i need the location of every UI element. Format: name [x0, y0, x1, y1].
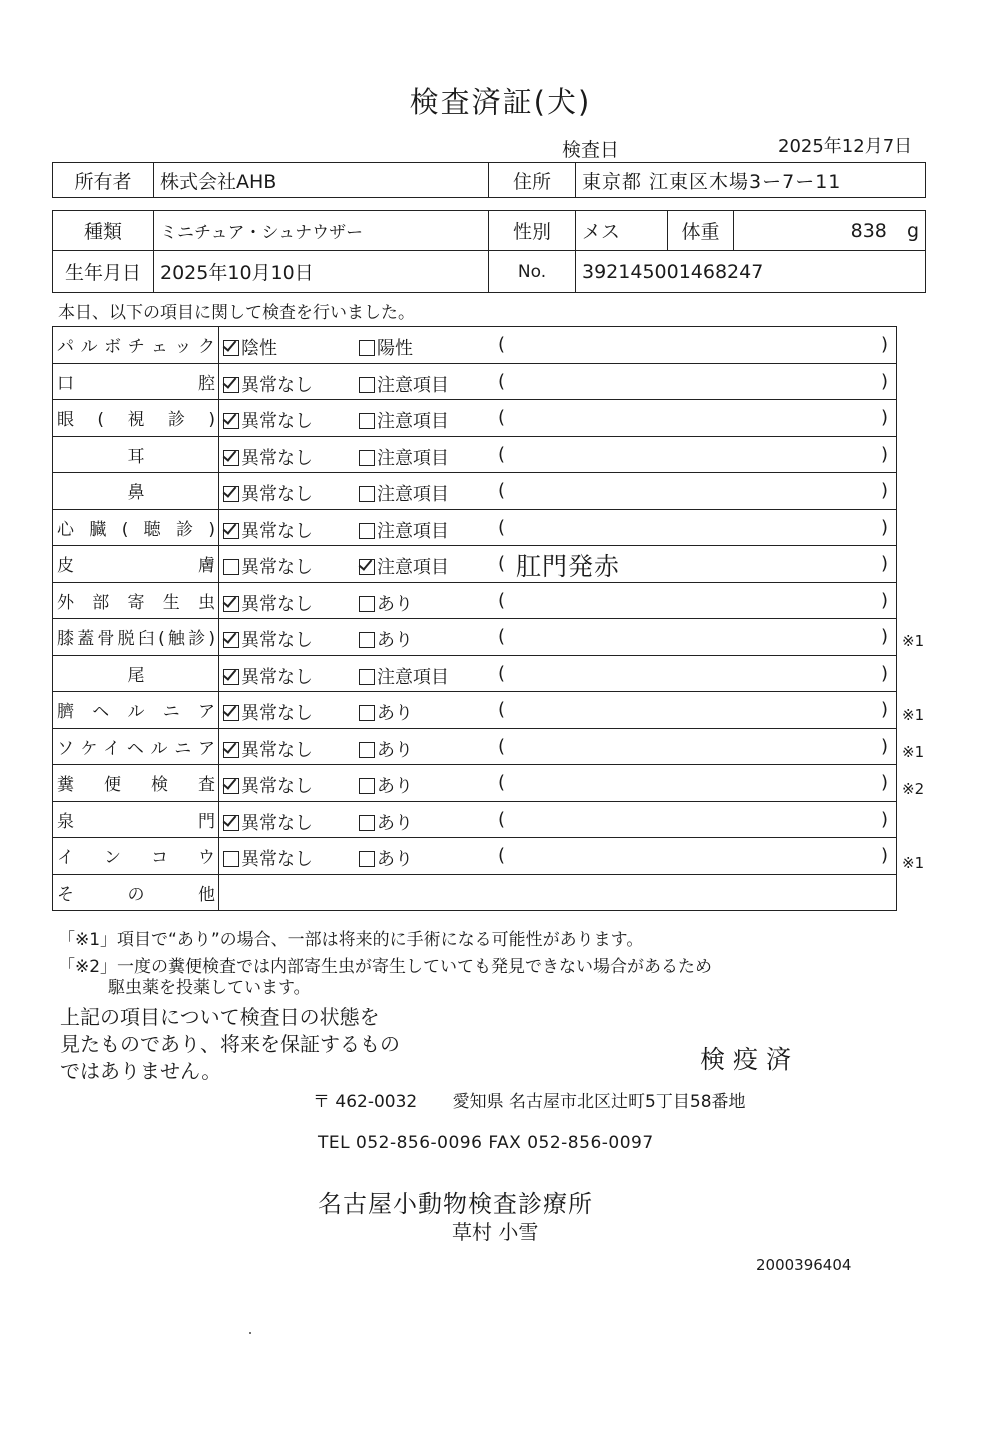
- exam-item-label: 外部寄生虫: [53, 582, 219, 619]
- remarks-field[interactable]: [494, 838, 896, 874]
- paren-close: ): [880, 699, 888, 720]
- exam-item-result: [219, 582, 897, 619]
- result-option-attention[interactable]: [359, 334, 413, 360]
- result-option-attention[interactable]: [359, 699, 413, 725]
- exam-item-label: 耳: [53, 436, 219, 473]
- exam-item-label: 膝蓋骨脱臼(触診): [53, 619, 219, 656]
- result-option-attention[interactable]: [359, 663, 449, 689]
- exam-row: [53, 692, 897, 729]
- speck: [249, 1332, 251, 1334]
- sex-value: メス: [576, 211, 668, 251]
- paren-close: ): [880, 589, 888, 611]
- option-label: 注意項目: [377, 557, 449, 578]
- serial-number: 2000396404: [756, 1256, 852, 1274]
- exam-item-label: ソケイヘルニア: [53, 728, 219, 765]
- option-label: あり: [377, 776, 413, 797]
- paren-open: (: [498, 553, 506, 574]
- option-label: あり: [377, 593, 413, 615]
- paren-close: ): [880, 845, 888, 866]
- paren-open: (: [498, 699, 506, 720]
- disclaimer-line: ではありません。: [60, 1059, 222, 1083]
- footnote-1: 「※1」項目で“あり”の場合、一部は将来的に手術になる可能性があります。: [58, 930, 644, 950]
- paren-close: ): [880, 808, 888, 830]
- exam-row: [53, 582, 897, 619]
- checkbox-icon[interactable]: [359, 815, 375, 831]
- exam-item-label: 皮膚: [53, 546, 219, 583]
- option-label: 異常なし: [241, 520, 313, 542]
- option-label: 異常なし: [241, 812, 313, 834]
- option-label: 注意項目: [377, 374, 449, 396]
- clinic-address-line: [313, 1087, 746, 1112]
- option-label: 異常なし: [241, 411, 313, 432]
- result-option-normal[interactable]: [223, 699, 313, 725]
- exam-item-result: [219, 838, 897, 875]
- checkbox-icon[interactable]: [223, 523, 239, 539]
- paren-close: ): [880, 735, 888, 757]
- option-label: 異常なし: [241, 776, 313, 797]
- exam-item-label: 心臓(聴診): [53, 509, 219, 546]
- exam-row: [53, 765, 897, 802]
- remarks-field[interactable]: [494, 619, 896, 655]
- paren-open: (: [498, 407, 506, 428]
- owner-address: 東京都 江東区木場3ー7ー11: [576, 163, 926, 198]
- exam-item-label: 眼(視診): [53, 400, 219, 437]
- checkbox-icon[interactable]: [359, 413, 375, 429]
- option-label: 異常なし: [241, 374, 313, 396]
- intro-text: 本日、以下の項目に関して検査を行いました。: [58, 303, 415, 323]
- result-option-attention[interactable]: [359, 407, 449, 433]
- paren-open: (: [498, 589, 506, 611]
- result-option-attention[interactable]: [359, 590, 413, 616]
- checkbox-icon[interactable]: [359, 851, 375, 867]
- checkbox-icon[interactable]: [223, 815, 239, 831]
- remarks-field[interactable]: [494, 692, 896, 728]
- paren-open: (: [498, 808, 506, 830]
- sex-label: 性別: [489, 211, 576, 251]
- paren-open: (: [498, 735, 506, 757]
- exam-item-label: 鼻: [53, 473, 219, 510]
- checkbox-icon[interactable]: [359, 742, 375, 758]
- breed-label: 種類: [53, 211, 154, 251]
- weight-label: 体重: [668, 211, 734, 251]
- exam-item-label: 泉門: [53, 801, 219, 838]
- option-label: 異常なし: [241, 484, 313, 505]
- exam-item-result: [219, 327, 897, 364]
- result-option-attention[interactable]: [359, 444, 449, 470]
- checkbox-icon[interactable]: [223, 450, 239, 466]
- result-option-normal[interactable]: [223, 772, 313, 798]
- remarks-field[interactable]: [494, 583, 896, 619]
- checkbox-icon[interactable]: [359, 377, 375, 393]
- paren-close: ): [880, 334, 888, 355]
- weight-unit: g: [906, 219, 919, 242]
- checkbox-icon[interactable]: [223, 705, 239, 721]
- exam-item-result: [219, 692, 897, 729]
- paren-open: (: [498, 626, 506, 647]
- document-title: 検査済証(犬): [409, 85, 592, 119]
- exam-item-result: [219, 619, 897, 656]
- remarks-field[interactable]: [494, 437, 896, 473]
- paren-close: ): [880, 553, 888, 574]
- option-label: 異常なし: [241, 593, 313, 615]
- checkbox-icon[interactable]: [359, 778, 375, 794]
- footnote-marker: ※2: [902, 779, 925, 798]
- checkbox-icon[interactable]: [223, 413, 239, 429]
- paren-open: (: [498, 480, 506, 501]
- checkbox-icon[interactable]: [223, 377, 239, 393]
- checkbox-icon[interactable]: [359, 450, 375, 466]
- checkbox-icon[interactable]: [223, 632, 239, 648]
- exam-item-result: [219, 436, 897, 473]
- clinic-name: 名古屋小動物検査診療所: [318, 1190, 593, 1218]
- option-label: 異常なし: [241, 447, 313, 469]
- checkbox-icon[interactable]: [223, 596, 239, 612]
- paren-close: ): [880, 443, 888, 465]
- result-option-normal[interactable]: [223, 407, 313, 433]
- exam-item-result: [219, 655, 897, 692]
- remarks-field[interactable]: [494, 546, 896, 582]
- result-option-attention[interactable]: [359, 626, 413, 652]
- exam-row: [53, 400, 897, 437]
- result-option-normal[interactable]: [223, 334, 277, 360]
- exam-item-result: [219, 765, 897, 802]
- result-option-normal[interactable]: [223, 845, 313, 871]
- other-label: その他: [53, 874, 219, 911]
- option-label: あり: [377, 703, 413, 724]
- result-option-normal[interactable]: [223, 626, 313, 652]
- paren-open: (: [498, 845, 506, 866]
- exam-row: [53, 801, 897, 838]
- option-label: 異常なし: [241, 630, 313, 651]
- remarks-field[interactable]: [494, 327, 896, 363]
- remarks-field[interactable]: [494, 400, 896, 436]
- checkbox-icon[interactable]: [359, 596, 375, 612]
- footnote-marker: ※1: [902, 742, 925, 761]
- exam-row-other: [53, 874, 897, 911]
- result-option-attention[interactable]: [359, 772, 413, 798]
- result-option-attention[interactable]: [359, 736, 413, 762]
- exam-item-result: [219, 400, 897, 437]
- result-option-normal[interactable]: [223, 517, 313, 543]
- disclaimer: [60, 1004, 400, 1085]
- option-label: あり: [377, 630, 413, 651]
- checkbox-icon[interactable]: [223, 669, 239, 685]
- footnote-2-cont: 駆虫薬を投薬しています。: [108, 978, 311, 998]
- footnote-marker: ※1: [902, 706, 925, 724]
- disclaimer-line: 見たものであり、将来を保証するもの: [60, 1032, 400, 1056]
- paren-close: ): [880, 516, 888, 538]
- checkbox-icon[interactable]: [223, 742, 239, 758]
- paren-open: (: [498, 516, 506, 538]
- quarantine-stamp: 検疫済: [700, 1045, 800, 1074]
- veterinarian-name: 草村 小雪: [452, 1220, 539, 1244]
- option-label: あり: [377, 849, 413, 870]
- birth-label: 生年月日: [53, 251, 154, 293]
- checkbox-icon[interactable]: [223, 340, 239, 356]
- handwritten-note: 肛門発赤: [516, 552, 621, 581]
- paren-close: ): [880, 370, 888, 392]
- exam-row: [53, 546, 897, 583]
- exam-date-label: 検査日: [562, 139, 620, 161]
- remarks-field[interactable]: [494, 656, 896, 692]
- result-option-normal[interactable]: [223, 663, 313, 689]
- checkbox-icon[interactable]: [223, 851, 239, 867]
- footnote-2: 「※2」一度の糞便検査では内部寄生虫が寄生していても発見できない場合があるため: [58, 957, 713, 977]
- postal-code: 〒 462-0032: [313, 1092, 418, 1112]
- option-label: 注意項目: [377, 520, 449, 542]
- result-option-attention[interactable]: [359, 371, 449, 397]
- option-label: 注意項目: [377, 484, 449, 505]
- clinic-address: 愛知県 名古屋市北区辻町5丁目58番地: [452, 1092, 746, 1112]
- option-label: あり: [377, 812, 413, 834]
- checkbox-icon[interactable]: [223, 778, 239, 794]
- checkbox-icon[interactable]: [359, 340, 375, 356]
- result-option-normal[interactable]: [223, 590, 313, 616]
- paren-close: ): [880, 662, 888, 684]
- result-option-attention[interactable]: [359, 845, 413, 871]
- exam-item-label: 口腔: [53, 363, 219, 400]
- result-option-normal[interactable]: [223, 444, 313, 470]
- exam-row: [53, 838, 897, 875]
- paren-close: ): [880, 480, 888, 501]
- exam-item-result: [219, 546, 897, 583]
- footnote-marker: ※1: [902, 632, 925, 651]
- no-label: No.: [489, 251, 576, 293]
- checkbox-icon[interactable]: [359, 523, 375, 539]
- checkbox-icon[interactable]: [359, 486, 375, 502]
- exam-item-result: [219, 363, 897, 400]
- disclaimer-line: 上記の項目について検査日の状態を: [60, 1005, 380, 1029]
- result-option-attention[interactable]: [359, 480, 449, 506]
- remarks-field[interactable]: [494, 765, 896, 801]
- exam-item-label: 糞便検査: [53, 765, 219, 802]
- exam-date: 2025年12月7日: [778, 136, 913, 157]
- owner-table: [52, 162, 926, 198]
- option-label: 注意項目: [377, 411, 449, 432]
- checkbox-icon[interactable]: [359, 632, 375, 648]
- option-label: 注意項目: [377, 447, 449, 469]
- result-option-normal[interactable]: [223, 809, 313, 835]
- exam-item-label: パルボチェック: [53, 327, 219, 364]
- result-option-attention[interactable]: [359, 553, 449, 579]
- paren-close: ): [880, 407, 888, 428]
- exam-row: [53, 363, 897, 400]
- option-label: 異常なし: [241, 703, 313, 724]
- no-value: 392145001468247: [576, 251, 926, 293]
- result-option-normal[interactable]: [223, 553, 313, 579]
- exam-row: [53, 436, 897, 473]
- remarks-field[interactable]: [494, 473, 896, 509]
- address-label: 住所: [489, 163, 576, 198]
- option-label: 陽性: [377, 338, 413, 359]
- weight-cell: [734, 211, 926, 251]
- contact-numbers: TEL 052-856-0096 FAX 052-856-0097: [318, 1133, 654, 1153]
- exam-row: [53, 619, 897, 656]
- footnote-marker: ※1: [902, 853, 925, 872]
- exam-row: [53, 473, 897, 510]
- checkbox-icon[interactable]: [223, 486, 239, 502]
- exam-row: [53, 728, 897, 765]
- option-label: 異常なし: [241, 739, 313, 761]
- result-option-normal[interactable]: [223, 480, 313, 506]
- remarks-field[interactable]: [494, 510, 896, 546]
- paren-open: (: [498, 370, 506, 392]
- exam-item-result: [219, 801, 897, 838]
- remarks-field[interactable]: [494, 364, 896, 400]
- option-label: 注意項目: [377, 666, 449, 688]
- exam-row: [53, 655, 897, 692]
- exam-item-label: 臍ヘルニア: [53, 692, 219, 729]
- result-option-normal[interactable]: [223, 736, 313, 762]
- result-option-normal[interactable]: [223, 371, 313, 397]
- paren-open: (: [498, 334, 506, 355]
- exam-item-label: 尾: [53, 655, 219, 692]
- option-label: 異常なし: [241, 557, 313, 578]
- checkbox-icon[interactable]: [223, 559, 239, 575]
- other-field[interactable]: [219, 874, 897, 911]
- weight-value: 838: [850, 219, 887, 242]
- pet-table: [52, 210, 926, 293]
- exam-item-result: [219, 473, 897, 510]
- exam-item-label: インコウ: [53, 838, 219, 875]
- paren-open: (: [498, 772, 506, 793]
- birth-value: 2025年10月10日: [154, 251, 489, 293]
- exam-item-result: [219, 728, 897, 765]
- option-label: あり: [377, 739, 413, 761]
- option-label: 陰性: [241, 338, 277, 359]
- result-option-attention[interactable]: [359, 809, 413, 835]
- exam-item-result: [219, 509, 897, 546]
- remarks-field[interactable]: [494, 802, 896, 838]
- paren-close: ): [880, 772, 888, 793]
- option-label: 異常なし: [241, 849, 313, 870]
- exam-table: [52, 326, 897, 911]
- checkbox-icon[interactable]: [359, 559, 375, 575]
- paren-open: (: [498, 443, 506, 465]
- exam-row: [53, 509, 897, 546]
- owner-value: 株式会社AHB: [154, 163, 489, 198]
- exam-row: [53, 327, 897, 364]
- paren-close: ): [880, 626, 888, 647]
- checkbox-icon[interactable]: [359, 669, 375, 685]
- remarks-field[interactable]: [494, 729, 896, 765]
- breed-value: ミニチュア・シュナウザー: [154, 211, 489, 251]
- checkbox-icon[interactable]: [359, 705, 375, 721]
- owner-label: 所有者: [53, 163, 154, 198]
- result-option-attention[interactable]: [359, 517, 449, 543]
- paren-open: (: [498, 662, 506, 684]
- option-label: 異常なし: [241, 666, 313, 688]
